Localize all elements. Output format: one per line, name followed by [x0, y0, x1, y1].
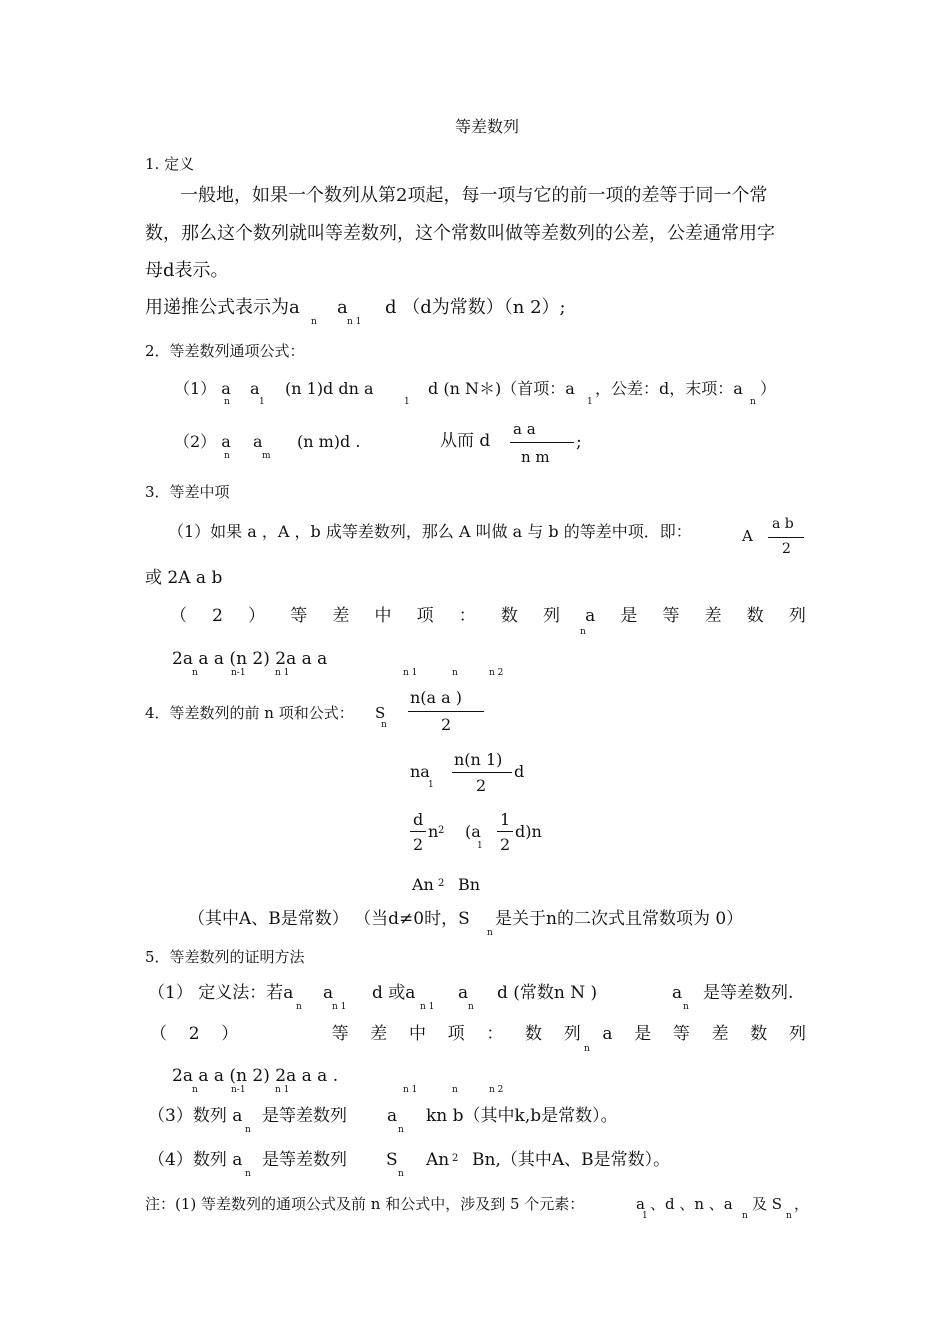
fraction-denominator: n m — [521, 448, 550, 466]
subscript: n 1 — [420, 1002, 435, 1012]
fraction-bar — [408, 711, 484, 712]
subscript: 1 — [259, 397, 265, 407]
method-1-lead: （1） 定义法：若a — [148, 983, 294, 1003]
fraction-denominator: 2 — [476, 776, 487, 795]
method-2-line-2: 2a a a (n 2) 2a a a . — [172, 1066, 339, 1086]
subscript: n — [224, 397, 230, 407]
method-4-tail: Bn,（其中A、B是常数）。 — [472, 1150, 671, 1170]
formula-1-tail: d (n N＊)（首项：a — [428, 379, 575, 398]
section-5-heading: 5．等差数列的证明方法 — [145, 948, 305, 966]
subscript: n — [245, 1169, 251, 1179]
method-1-term: a — [323, 983, 334, 1003]
subscript: n — [381, 720, 387, 730]
sum-na1: na — [410, 762, 430, 781]
formula-2-lhs: （2） a — [174, 432, 231, 451]
subscript: n — [311, 317, 317, 327]
method-4-lead: （4）数列 a — [148, 1150, 243, 1170]
sum-note-tail: 是关于n的二次式且常数项为 0） — [495, 909, 744, 929]
subscript: n — [224, 451, 230, 461]
sum-Bn: Bn — [458, 875, 481, 894]
fraction-bar — [510, 442, 574, 443]
definition-line-3: 母d表示。 — [145, 260, 229, 281]
note-and: 及 S — [752, 1195, 783, 1213]
subscript: n 1 — [347, 317, 362, 327]
superscript: 2 — [438, 878, 445, 889]
method-3-lead: （3）数列 a — [148, 1106, 243, 1126]
subscript: n — [786, 1211, 792, 1221]
subscript: n — [742, 1211, 748, 1221]
fraction-denominator: 2 — [500, 835, 511, 854]
recursion-formula-tail: d （d为常数）（n 2）; — [385, 297, 566, 318]
subscript: 1 — [642, 1211, 648, 1221]
formula-1-close: ） — [760, 379, 777, 398]
method-1-or: d 或a — [372, 983, 416, 1003]
definition-line-1: 一般地，如果一个数列从第2项起，每一项与它的前一项的差等于同一个常 — [180, 185, 768, 206]
subscript: 1 — [587, 397, 593, 407]
fraction-numerator: d — [413, 810, 424, 829]
subscript: n 1 — [332, 1002, 347, 1012]
subscript: n — [398, 1125, 404, 1135]
method-3-tail: kn b（其中k,b是常数）。 — [426, 1106, 618, 1126]
sum-An: An — [412, 875, 434, 894]
formula-1-lhs: （1） a — [174, 379, 231, 398]
note-text: 注：(1) 等差数列的通项公式及前 n 和公式中，涉及到 5 个元素： — [145, 1195, 585, 1213]
fraction-numerator: a a — [513, 420, 536, 438]
formula-1-body: (n 1)d dn a — [285, 379, 374, 398]
subscript: n-1 — [231, 1085, 246, 1095]
sum-n: n — [428, 822, 439, 841]
subscript: n 1 — [275, 668, 290, 678]
formula-2-am: a — [253, 432, 263, 451]
fraction-bar — [497, 831, 513, 832]
subscript: n — [468, 1002, 474, 1012]
subscript: n — [192, 1085, 198, 1095]
method-4-An: An — [426, 1150, 450, 1170]
note-a1: a — [636, 1195, 645, 1213]
subscript: n — [452, 1085, 458, 1095]
subscript: n — [487, 928, 493, 938]
formula-2-body: (n m)d . — [297, 432, 361, 451]
subscript: n — [452, 668, 458, 678]
subscript: n 1 — [403, 668, 418, 678]
subscript: m — [262, 451, 271, 461]
definition-line-2: 数，那么这个数列就叫等差数列，这个常数叫做等差数列的公差，公差通常用字 — [145, 223, 775, 244]
note-elements: 、d 、n 、a — [650, 1195, 733, 1213]
subscript: n 2 — [489, 1085, 504, 1095]
fraction-bar — [410, 831, 426, 832]
subscript: n — [296, 1002, 302, 1012]
middle-term-A: A — [742, 527, 753, 545]
superscript: 2 — [438, 825, 445, 836]
sum-mid: (a — [465, 822, 481, 841]
note-end: ， — [794, 1195, 810, 1213]
recursion-formula-prefix: 用递推公式表示为a — [145, 297, 300, 318]
method-4-S: S — [386, 1150, 398, 1170]
section-2-heading: 2．等差数列通项公式： — [145, 342, 305, 360]
sum-d: d — [514, 762, 525, 781]
subscript: n — [584, 1044, 590, 1054]
subscript: n — [192, 668, 198, 678]
fraction-bar — [768, 537, 804, 538]
subscript: n — [398, 1169, 404, 1179]
section-1-heading: 1. 定义 — [145, 155, 195, 173]
fraction-denominator: 2 — [441, 715, 452, 734]
method-1-term2: a — [458, 983, 469, 1003]
sum-note: （其中A、B是常数） （当d≠0时，S — [188, 909, 470, 929]
fraction-bar — [452, 772, 512, 773]
subscript: n 2 — [489, 668, 504, 678]
formula-1-a1: a — [250, 379, 260, 398]
method-2-line-1: （ 2 ） 等 差 中 项 ： 数 列 a 是 等 差 数 列 — [150, 1024, 806, 1044]
formula-1-diff: ，公差：d，末项：a — [595, 379, 743, 398]
subscript: n — [683, 1002, 689, 1012]
section-3-heading: 3．等差中项 — [145, 483, 230, 501]
method-1-an: a — [672, 983, 683, 1003]
middle-term-line-4: 2a a a (n 2) 2a a a — [172, 649, 328, 669]
subscript: 1 — [404, 397, 410, 407]
fraction-numerator: n(a a ) — [410, 688, 463, 707]
middle-term-line-3: （ 2 ） 等 差 中 项 ： 数 列 a 是 等 差 数 列 — [170, 606, 806, 626]
sum-S: S — [375, 704, 386, 722]
superscript: 2 — [452, 1153, 459, 1164]
subscript: n 1 — [403, 1085, 418, 1095]
subscript: 1 — [428, 780, 434, 790]
method-3-mid: 是等差数列 — [262, 1106, 347, 1126]
method-1-const: d (常数n N ) — [497, 983, 598, 1003]
subscript: n — [245, 1125, 251, 1135]
method-1-end: 是等差数列. — [703, 983, 794, 1003]
method-4-mid: 是等差数列 — [262, 1150, 347, 1170]
recursion-formula-term: a — [337, 297, 348, 318]
fraction-denominator: 2 — [413, 835, 424, 854]
formula-2-from: 从而 d — [440, 431, 491, 451]
middle-term-line-2: 或 2A a b — [145, 568, 223, 588]
subscript: n-1 — [231, 668, 246, 678]
method-3-an: a — [387, 1106, 398, 1126]
middle-term-line-1: （1）如果 a ，A ，b 成等差数列，那么 A 叫做 a 与 b 的等差中项．即： — [168, 522, 692, 541]
page-title: 等差数列 — [455, 117, 520, 136]
fraction-numerator: 1 — [500, 810, 511, 829]
section-4-heading: 4．等差数列的前 n 项和公式： — [145, 704, 354, 722]
fraction-denominator: 2 — [782, 541, 791, 557]
subscript: n 1 — [275, 1085, 290, 1095]
formula-2-end: ; — [576, 432, 582, 452]
fraction-numerator: a b — [772, 516, 794, 532]
subscript: n — [750, 397, 756, 407]
fraction-numerator: n(n 1) — [454, 750, 503, 769]
subscript: 1 — [477, 841, 483, 851]
sum-dn: d)n — [515, 822, 542, 841]
subscript: n — [580, 627, 586, 637]
